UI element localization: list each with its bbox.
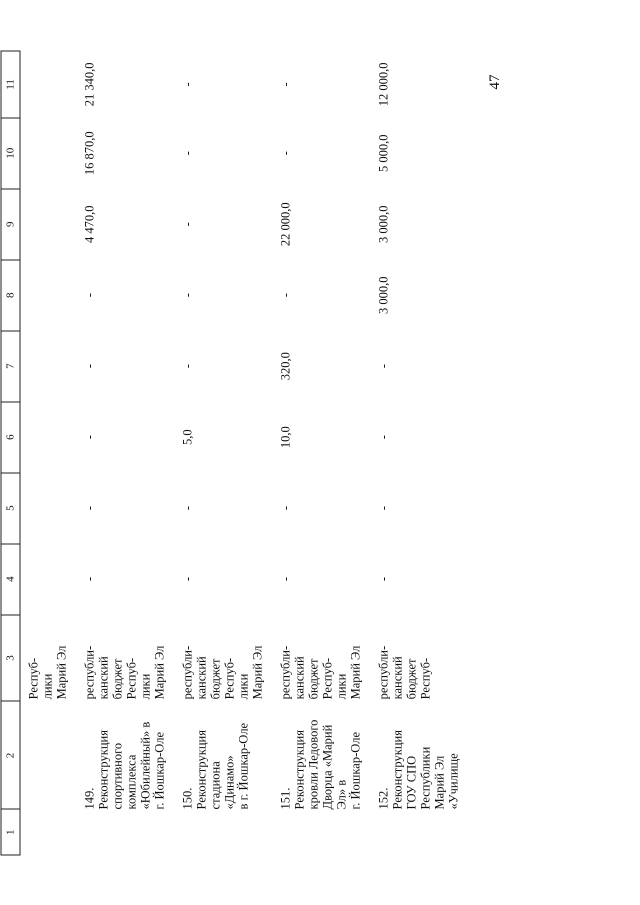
column-header: 9: [1, 188, 20, 259]
value-cell: -: [278, 576, 292, 581]
project-name: 152. Реконструкция ГОУ СПО Республики Марий Эл «Училище: [376, 729, 460, 809]
value-cell: 4 470,0: [82, 204, 96, 243]
column-header: 1: [1, 809, 20, 855]
column-header: 3: [1, 614, 20, 701]
value-cell: 5,0: [180, 428, 194, 445]
table-header: [1, 51, 20, 855]
value-cell: -: [278, 150, 292, 155]
continuation-text: Респуб- лики Марий Эл: [26, 645, 68, 699]
value-cell: -: [180, 576, 194, 581]
page-number: 47: [487, 74, 503, 90]
column-header: 10: [1, 117, 20, 188]
column-header: 5: [1, 472, 20, 543]
value-cell: -: [82, 505, 96, 510]
table-row: [174, 51, 272, 855]
value-cell: -: [82, 434, 96, 439]
value-cell: 21 340,0: [82, 62, 96, 106]
table-row: [76, 51, 174, 855]
table-row: [272, 51, 370, 855]
value-cell: 10,0: [278, 425, 292, 448]
value-cell: -: [82, 292, 96, 297]
value-cell: 16 870,0: [82, 130, 96, 175]
funding-source: республи- канский бюджет Респуб- лики Марий Эл: [180, 645, 264, 699]
value-cell: 22 000,0: [278, 201, 292, 246]
value-cell: 320,0: [278, 351, 292, 380]
project-name: 150. Реконструкция стадиона «Динамо» в г. Йошкар-Оле: [180, 722, 250, 809]
value-cell: -: [376, 576, 390, 581]
column-header: 6: [1, 401, 20, 472]
value-cell: -: [180, 81, 194, 86]
rotated-page: [0, 50, 640, 855]
column-header: 7: [1, 330, 20, 401]
budget-table: [0, 50, 468, 855]
value-cell: -: [278, 81, 292, 86]
column-header: 11: [1, 51, 20, 118]
funding-source: республи- канский бюджет Респуб-: [376, 645, 432, 699]
value-cell: -: [180, 221, 194, 226]
value-cell: -: [180, 292, 194, 297]
value-cell: -: [376, 505, 390, 510]
column-header: 2: [1, 701, 20, 809]
value-cell: 12 000,0: [376, 62, 390, 106]
continuation-row: [20, 51, 77, 855]
value-cell: -: [180, 150, 194, 155]
funding-source: республи- канский бюджет Респуб- лики Марий Эл: [82, 645, 166, 699]
value-cell: 3 000,0: [376, 204, 390, 243]
value-cell: 5 000,0: [376, 134, 390, 172]
project-name: 151. Реконструкция кровли Ледового Дворца «Марий Эл» в г. Йошкар-Оле: [278, 719, 362, 809]
table-row: [370, 51, 468, 855]
project-name: 149. Реконструкция спортивного комплекса «Юбилейный» в г. Йошкар-Оле: [82, 721, 166, 809]
funding-source: республи- канский бюджет Респуб- лики Марий Эл: [278, 645, 362, 699]
value-cell: -: [82, 363, 96, 368]
value-cell: -: [376, 363, 390, 368]
value-cell: 3 000,0: [376, 275, 390, 314]
table-body: [20, 51, 469, 855]
value-cell: -: [82, 576, 96, 581]
column-header: 8: [1, 259, 20, 330]
value-cell: -: [376, 434, 390, 439]
column-header: 4: [1, 543, 20, 614]
value-cell: -: [180, 505, 194, 510]
value-cell: -: [180, 363, 194, 368]
value-cell: -: [278, 505, 292, 510]
value-cell: -: [278, 292, 292, 297]
